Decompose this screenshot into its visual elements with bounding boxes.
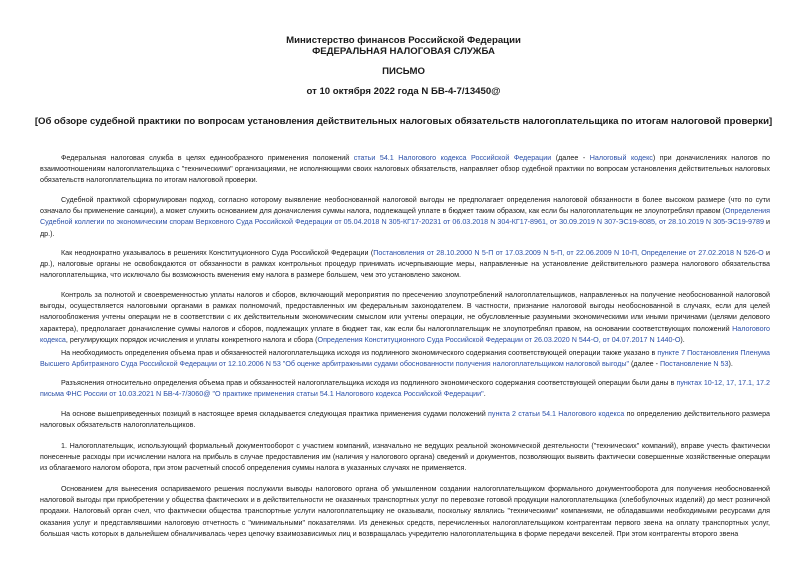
paragraph-9	[40, 484, 770, 540]
paragraph-text: На основе вышеприведенных позиций в настоящее время складывается следующая практика применения судами положений	[61, 410, 489, 418]
document-link[interactable]: статьи 54.1 Налогового кодекса Российской Федерации	[353, 154, 552, 162]
paragraph-text: (далее -	[551, 154, 590, 162]
paragraph-4	[40, 290, 770, 346]
paragraph-text: На необходимость определения объема прав и обязанностей налогоплательщика исходя из подлинного экономического содержания соответствующей операции также указано в	[61, 349, 658, 357]
paragraph-text: и др.), налоговые органы не освобождаются от обязанности в рамках контрольных процедур принимать исчерпывающие меры, направленные на установление действительного размера налогового обязательства налогоплательщика, что исключало бы возможность вменения ему налога в размере большем, чем это установлено законом.	[40, 249, 770, 280]
document-link[interactable]: Постановление N 53	[660, 360, 729, 369]
paragraph-text: Судебной практикой сформулирован подход, согласно которому выявление необоснованной налоговой выгоды не предполагает определения налоговой обязанности в более высоком размере (что по сути означало бы применение санкции), а может служить основанием для доначисления суммы налога, подлежащей уплате в бюджет таким образом, как если бы налогоплательщик не злоупотреблял правом (	[40, 196, 770, 216]
paragraph-text: Разъяснения относительно определения объема прав и обязанностей налогоплательщика исходя из подлинного экономического содержания соответствующей операции были даны в	[61, 379, 677, 387]
paragraph-7	[40, 409, 770, 431]
paragraph-6	[40, 378, 770, 400]
paragraph-8	[40, 441, 770, 475]
paragraph-text: ).	[728, 360, 733, 369]
paragraph-1	[40, 153, 770, 187]
paragraph-text: ).	[680, 335, 685, 344]
paragraph-text: .	[483, 390, 486, 399]
paragraph-2	[40, 195, 770, 240]
document-link[interactable]: пункта 2 статьи 54.1 Налогового кодекса	[488, 410, 625, 418]
paragraph-text: и др.).	[40, 218, 770, 238]
document-date-number: от 10 октября 2022 года N БВ-4-7/13450@	[306, 86, 501, 97]
paragraph-text: по определению действительного размера налоговых обязательств налогоплательщиков.	[40, 410, 771, 430]
document-type: ПИСЬМО	[382, 66, 425, 77]
document-link[interactable]: Определения Судебной коллегии по экономическим спорам Верховного Суда Российской Федерации от 05.04.2018 N 305-КГ17-20231 от 06.03.2018 N 304-КГ17-8961, от 30.09.2019 N 307-ЭС19-8085, от 28.10.2019 N 305-ЭС19-9789	[40, 207, 770, 227]
paragraph-text: Федеральная налоговая служба в целях единообразного применения положений	[61, 154, 354, 162]
service-name: ФЕДЕРАЛЬНАЯ НАЛОГОВАЯ СЛУЖБА	[312, 46, 495, 57]
paragraph-text: Как неоднократно указывалось в решениях Конституционного Суда Российской Федерации (	[61, 249, 374, 257]
document-link[interactable]: Постановления от 28.10.2000 N 5-П от 17.03.2009 N 5-П, от 22.06.2009 N 10-П, Определение от 27.02.2018 N 526-О	[373, 249, 764, 257]
document-link[interactable]: Налогового кодекса	[40, 324, 770, 344]
document-link[interactable]: Налоговый кодекс	[589, 154, 653, 162]
paragraph-text: , регулирующих порядок исчисления и уплаты конкретного налога и сбора (	[65, 335, 318, 344]
paragraph-text: 1. Налогоплательщик, использующий формальный документооборот с участием компаний, изначально не ведущих реальной экономической деятельности ("технических" компаний), вправе учесть фактически понесенные расходы при исчислении налога на прибыль в случае предоставления им (наличия у налогового органа) сведений и документов, позволяющих выявить фактически совершенные хозяйственные операции из облагаемого налогом оборота, при этом расчетный способ определения суммы налога в указанных случаях не применяется.	[40, 442, 770, 473]
paragraph-3	[40, 248, 770, 282]
paragraph-text: Контроль за полнотой и своевременностью уплаты налогов и сборов, включающий мероприятия по пресечению злоупотреблений налогоплательщиков, направленных на получение необоснованной налоговой выгоды, осуществляется налоговыми органами в рамках полномочий, предоставленных им федеральным законодателем. В частности, признание налоговой выгоды необоснованной в случаях, если для целей налогообложения учтены операции не в соответствии с их действительным экономическим смыслом или учтены операции, не обусловленные разумными экономическими или иными причинами (целями делового характера), предполагает доначисление суммы налогов и сборов, подлежащих уплате в бюджет так, как если бы налогоплательщик не злоупотреблял правом, на основании соответствующих положений	[40, 291, 770, 333]
document-subject: [Об обзоре судебной практики по вопросам установления действительных налоговых обязательств налогоплательщика по итогам налоговой проверки]	[34, 116, 773, 127]
paragraph-text: (далее -	[629, 360, 661, 369]
paragraph-5	[40, 348, 770, 370]
paragraph-text: ) при доначислениях налогов по взаимоотношениям налогоплательщика с "техническими" организациями, не исполняющими своих налоговых обязательств, направляет обзор судебной практики по вопросам установления действительных налоговых обязательств налогоплательщика по итогам налоговой проверки.	[40, 154, 770, 185]
document-link[interactable]: Определения Конституционного Суда Российской Федерации от 26.03.2020 N 544-О, от 04.07.2017 N 1440-О	[317, 335, 681, 344]
ministry-name: Министерство финансов Российской Федерации	[286, 35, 521, 46]
paragraph-text: Основанием для вынесения оспариваемого решения послужили выводы налогового органа об умышленном создании налогоплательщиком формального документооборота для получения необоснованной налоговой выгоды при приобретении у общества фактических и в действительности не оказанных транспортных услуг по перевозке готовой продукции налогоплательщика (хлебобулочных изделий) до мест розничной продажи. Налоговый орган счел, что фактически общества транспортные услуги налогоплательщику не оказывали, поскольку являлись "техническими" компаниями, не обладавшими необходимыми ресурсами для оказания услуг и представлявшими налоговую отчетность с "минимальными" показателями. Из денежных средств, перечисленных налогоплательщиком контрагентам первого звена на оплату транспортных услуг, большая часть которых в дальнейшем обналичивалась через цепочку взаимозависимых лиц и возвращалась учредителю налогоплательщика в форме передачи векселей. При этом контрагенты второго звена	[40, 485, 770, 538]
document-link[interactable]: пункте 7 Постановления Пленума Высшего Арбитражного Суда Российской Федерации от 12.10.2006 N 53 "Об оценке арбитражными судами обоснованности получения налогоплательщиком налоговой выгоды"	[40, 349, 771, 369]
document-link[interactable]: пунктах 10-12, 17, 17.1, 17.2 письма ФНС России от 10.03.2021 N БВ-4-7/3060@ "О практике применения статьи 54.1 Налогового кодекса Российской Федерации"	[40, 379, 770, 399]
